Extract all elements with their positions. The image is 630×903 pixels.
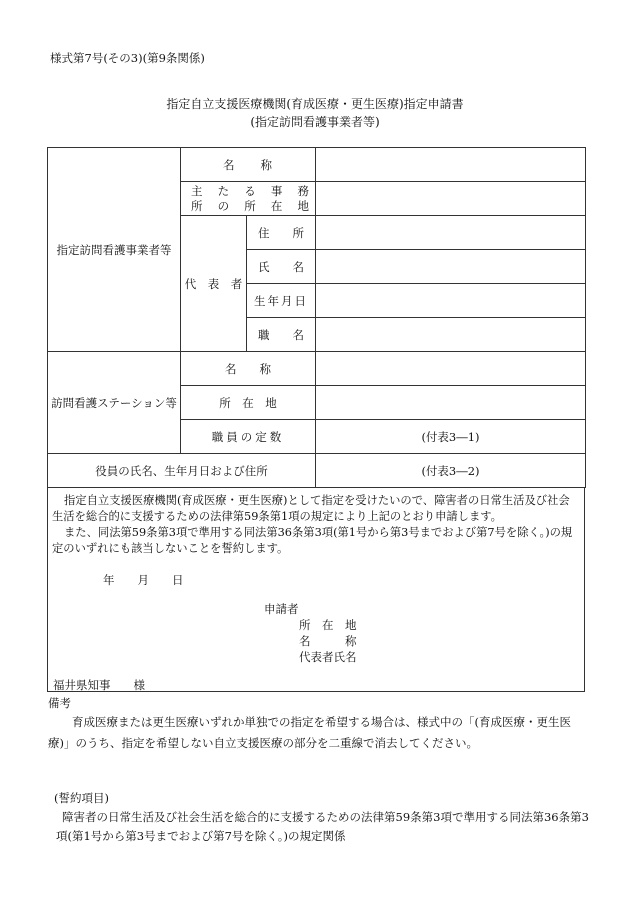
office-line-1: 主 た る 事 務 bbox=[191, 183, 309, 198]
office-location-label bbox=[181, 182, 316, 216]
rep-birthdate-label: 生年月日 bbox=[247, 284, 316, 318]
applicant-name-label: 名 称 bbox=[299, 634, 357, 648]
operator-name-field[interactable] bbox=[316, 148, 586, 182]
declaration-box bbox=[47, 487, 585, 692]
pledge-heading: (誓約項目) bbox=[54, 791, 109, 805]
addressee: 福井県知事 様 bbox=[53, 678, 145, 692]
application-table bbox=[47, 147, 586, 488]
rep-name-label: 氏 名 bbox=[247, 250, 316, 284]
station-name-label: 名 称 bbox=[181, 352, 316, 386]
staff-count-label: 職員の定数 bbox=[181, 420, 316, 454]
section-station-label: 訪問看護ステーション等 bbox=[48, 352, 181, 454]
section-operator-label: 指定訪問看護事業者等 bbox=[48, 148, 181, 352]
office-line-2: 所 の 所 在 地 bbox=[191, 198, 309, 213]
rep-name-field[interactable] bbox=[316, 250, 586, 284]
page-subtitle: (指定訪問看護事業者等) bbox=[250, 115, 380, 129]
application-date: 年 月 日 bbox=[103, 573, 184, 587]
declaration-paragraph-1: 指定自立支援医療機関(育成医療・更生医療)として指定を受けたいので、障害者の日常生活及び社会生活を総合的に支援するための法律第59条第1項の規定により上記のとおり申請します。 bbox=[52, 494, 570, 523]
operator-name-label: 名 称 bbox=[181, 148, 316, 182]
representative-label: 代 表 者 bbox=[181, 216, 247, 352]
station-name-field[interactable] bbox=[316, 352, 586, 386]
rep-birthdate-field[interactable] bbox=[316, 284, 586, 318]
rep-title-label: 職 名 bbox=[247, 318, 316, 352]
remarks-heading: 備考 bbox=[48, 696, 71, 710]
station-location-field[interactable] bbox=[316, 386, 586, 420]
staff-count-value: (付表3―1) bbox=[316, 420, 586, 454]
office-location-field[interactable] bbox=[316, 182, 586, 216]
pledge-text: 障害者の日常生活及び社会生活を総合的に支援するための法律第59条第3項で準用する同法第36条第3項(第1号から第3号までおよび第7号を除く。)の規定関係 bbox=[56, 810, 589, 843]
remarks-text: 育成医療または更生医療いずれか単独での指定を希望する場合は、様式中の「(育成医療・更生医療)」のうち、指定を希望しない自立支援医療の部分を二重線で消去してください。 bbox=[48, 715, 571, 750]
officers-label: 役員の氏名、生年月日および住所 bbox=[48, 454, 316, 488]
officers-value: (付表3―2) bbox=[316, 454, 586, 488]
rep-address-label: 住 所 bbox=[247, 216, 316, 250]
page-title: 指定自立支援医療機関(育成医療・更生医療)指定申請書 bbox=[166, 97, 464, 111]
applicant-representative-label: 代表者氏名 bbox=[299, 650, 357, 664]
applicant-label: 申請者 bbox=[264, 602, 299, 616]
rep-title-field[interactable] bbox=[316, 318, 586, 352]
form-number: 様式第7号(その3)(第9条関係) bbox=[50, 51, 205, 65]
declaration-paragraph-2: また、同法第59条第3項で準用する同法第36条第3項(第1号から第3号までおよび第7号を除く。)の規定のいずれにも該当しないことを誓約します。 bbox=[52, 526, 573, 555]
rep-address-field[interactable] bbox=[316, 216, 586, 250]
station-location-label: 所 在 地 bbox=[181, 386, 316, 420]
applicant-address-label: 所 在 地 bbox=[299, 618, 357, 632]
